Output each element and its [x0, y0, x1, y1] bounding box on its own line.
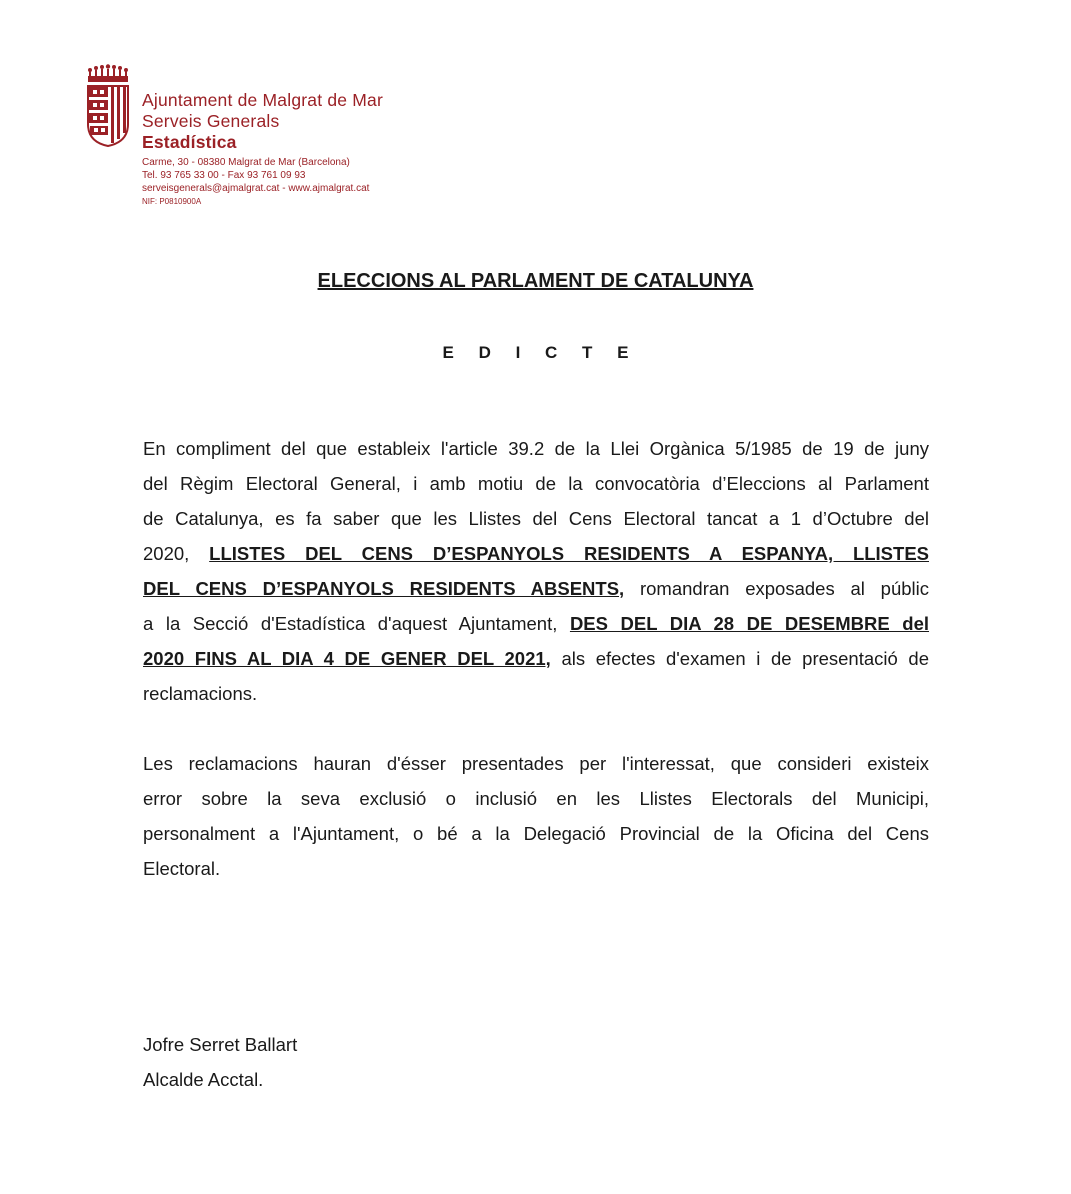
contact-nif: NIF: P0810900A: [142, 197, 202, 206]
p1-line-1: En compliment del que estableix l'article 39.2 de la Llei Orgànica 5/1985 de 19 de juny: [143, 438, 929, 459]
p1-line-5-suffix: romandran exposades al públic: [639, 578, 930, 599]
census-absent-highlight: DEL CENS D’ESPANYOLS RESIDENTS ABSENTS,: [143, 578, 625, 599]
contact-address: Carme, 30 - 08380 Malgrat de Mar (Barcelona): [142, 157, 350, 168]
paragraph-2: [143, 746, 929, 886]
signature-block: [143, 1027, 297, 1097]
org-name: Ajuntament de Malgrat de Mar: [142, 90, 383, 110]
municipal-crest-logo: [84, 64, 132, 148]
census-lists-highlight: LLISTES DEL CENS D’ESPANYOLS RESIDENTS A ESPANYA, LLISTES: [209, 543, 929, 564]
p2-line-4: Electoral.: [143, 858, 221, 879]
contact-phone-fax: Tel. 93 765 33 00 - Fax 93 761 09 93: [142, 170, 306, 181]
org-department: Estadística: [142, 132, 237, 152]
signatory-role: Alcalde Acctal.: [143, 1069, 264, 1090]
p1-line-7: [143, 641, 929, 676]
p1-line-4-prefix: 2020,: [143, 543, 190, 564]
p1-line-5: [143, 571, 929, 606]
p1-line-7-suffix: als efectes d'examen i de presentació de: [561, 648, 929, 669]
org-service: Serveis Generals: [142, 111, 280, 131]
p1-line-8: reclamacions.: [143, 683, 258, 704]
contact-block: [142, 156, 369, 208]
p1-line-4: [143, 536, 929, 571]
signatory-name: Jofre Serret Ballart: [143, 1034, 298, 1055]
p2-line-3: personalment a l'Ajuntament, o bé a la Delegació Provincial de la Oficina del Cens: [143, 823, 929, 844]
document-subtitle: E D I C T E: [442, 343, 639, 362]
organization-block: [142, 90, 383, 153]
p1-line-3: de Catalunya, es fa saber que les Llistes del Cens Electoral tancat a 1 d’Octubre del: [143, 508, 929, 529]
p2-line-1: Les reclamacions hauran d'ésser presentades per l'interessat, que consideri existeix: [143, 753, 929, 774]
p1-line-6: [143, 606, 929, 641]
document-title: ELECCIONS AL PARLAMENT DE CATALUNYA: [317, 270, 754, 292]
date-range-start-highlight: DES DEL DIA 28 DE DESEMBRE del: [569, 613, 930, 634]
letterhead: [84, 64, 484, 214]
p1-line-2: del Règim Electoral General, i amb motiu de la convocatòria d’Eleccions al Parlament: [143, 473, 929, 494]
p1-line-6-prefix: a la Secció d'Estadística d'aquest Ajuntament,: [143, 613, 558, 634]
date-range-end-highlight: 2020 FINS AL DIA 4 DE GENER DEL 2021,: [143, 648, 551, 669]
paragraph-1: [143, 431, 929, 711]
p2-line-2: error sobre la seva exclusió o inclusió en les Llistes Electorals del Municipi,: [143, 788, 929, 809]
contact-email-web: serveisgenerals@ajmalgrat.cat - www.ajmalgrat.cat: [142, 183, 370, 194]
